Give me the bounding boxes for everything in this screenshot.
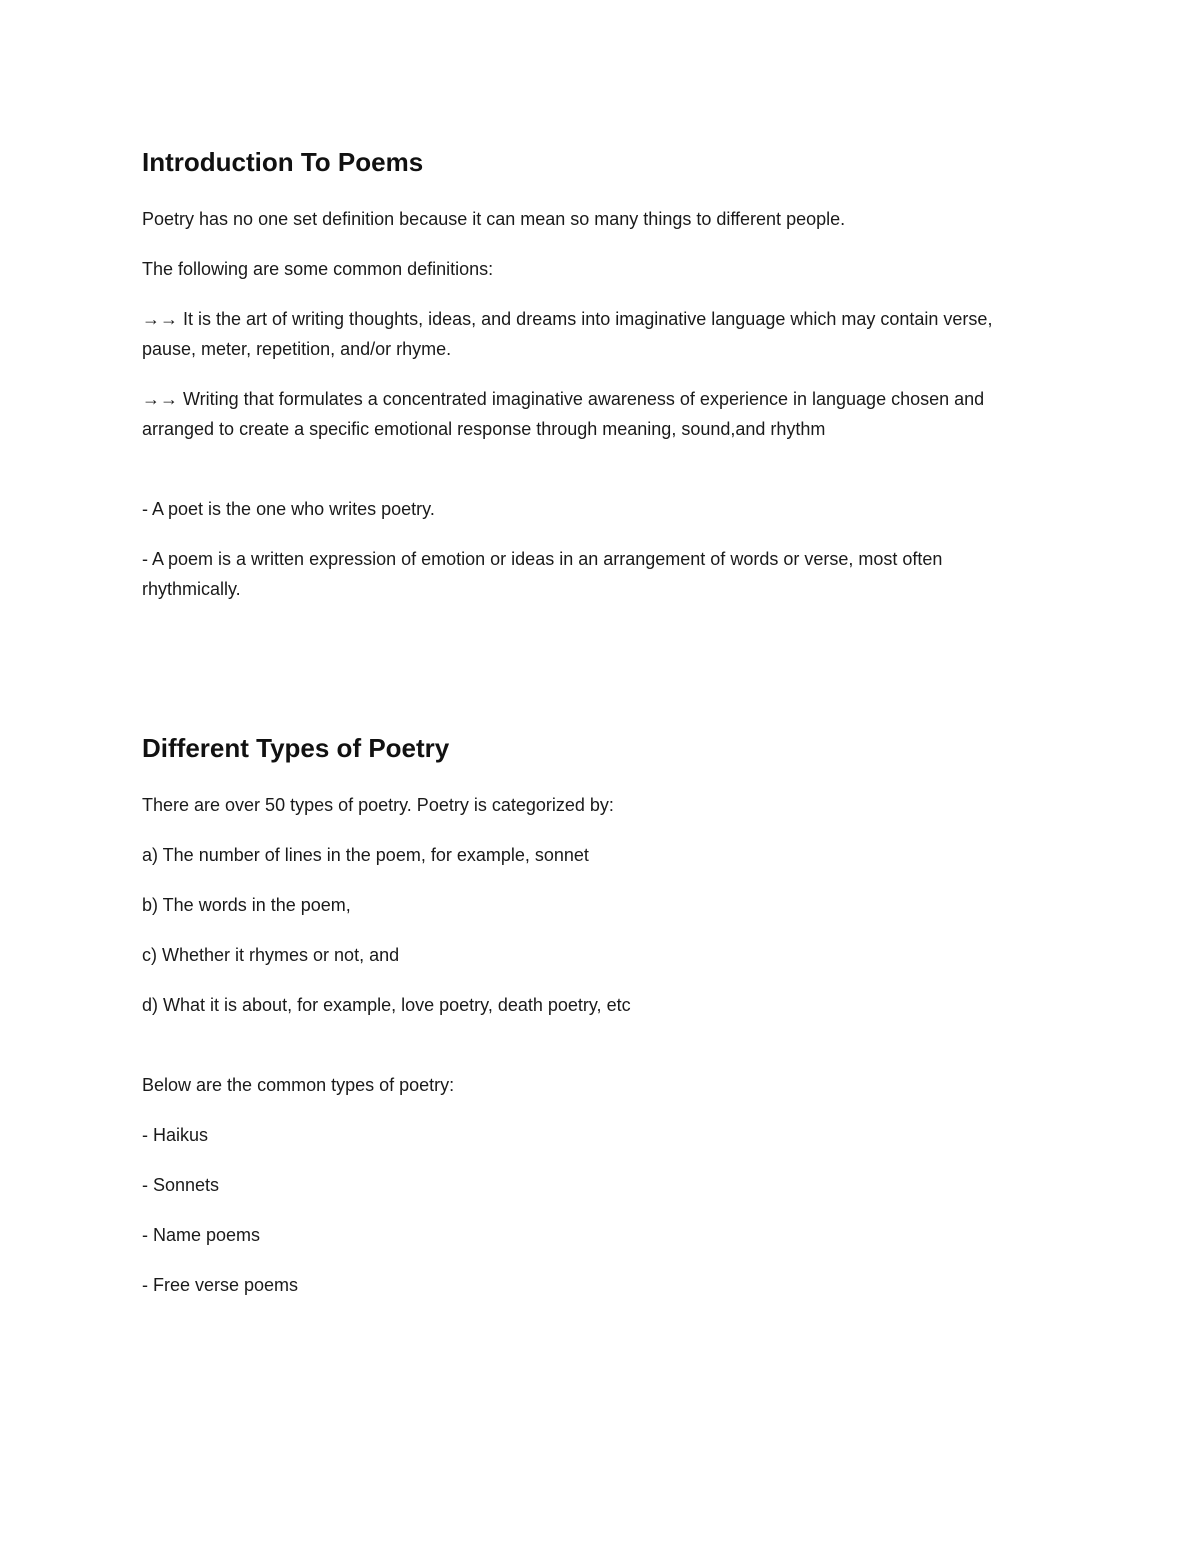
heading-types: Different Types of Poetry (142, 733, 450, 763)
criteria-item: c) Whether it rhymes or not, and (142, 945, 400, 965)
note-poet: - A poet is the one who writes poetry. (142, 499, 435, 519)
definitions-lead: The following are some common definitions: (142, 259, 494, 279)
criteria-item: a) The number of lines in the poem, for example, sonnet (142, 845, 589, 865)
types-lead: Below are the common types of poetry: (142, 1075, 455, 1095)
type-item: - Haikus (142, 1125, 209, 1145)
type-item: - Free verse poems (142, 1275, 299, 1295)
type-item: - Sonnets (142, 1175, 220, 1195)
criteria-item: d) What it is about, for example, love poetry, death poetry, etc (142, 995, 631, 1015)
note-poem: - A poem is a written expression of emotion or ideas in an arrangement of words or verse, most often rhythmically. (142, 549, 943, 599)
definition-item: →→ It is the art of writing thoughts, ideas, and dreams into imaginative language which may contain verse, pause, meter, repetition, and/or rhyme. (142, 309, 993, 359)
type-item: - Name poems (142, 1225, 261, 1245)
types-intro: There are over 50 types of poetry. Poetry is categorized by: (142, 795, 614, 815)
criteria-item: b) The words in the poem, (142, 895, 351, 915)
definition-item: →→ Writing that formulates a concentrated imaginative awareness of experience in language chosen and arranged to create a specific emotional response through meaning, sound,and rhythm (142, 389, 985, 439)
heading-introduction: Introduction To Poems (142, 147, 424, 177)
document-body (142, 140, 1042, 1300)
intro-paragraph: Poetry has no one set definition because it can mean so many things to different people. (142, 209, 846, 229)
